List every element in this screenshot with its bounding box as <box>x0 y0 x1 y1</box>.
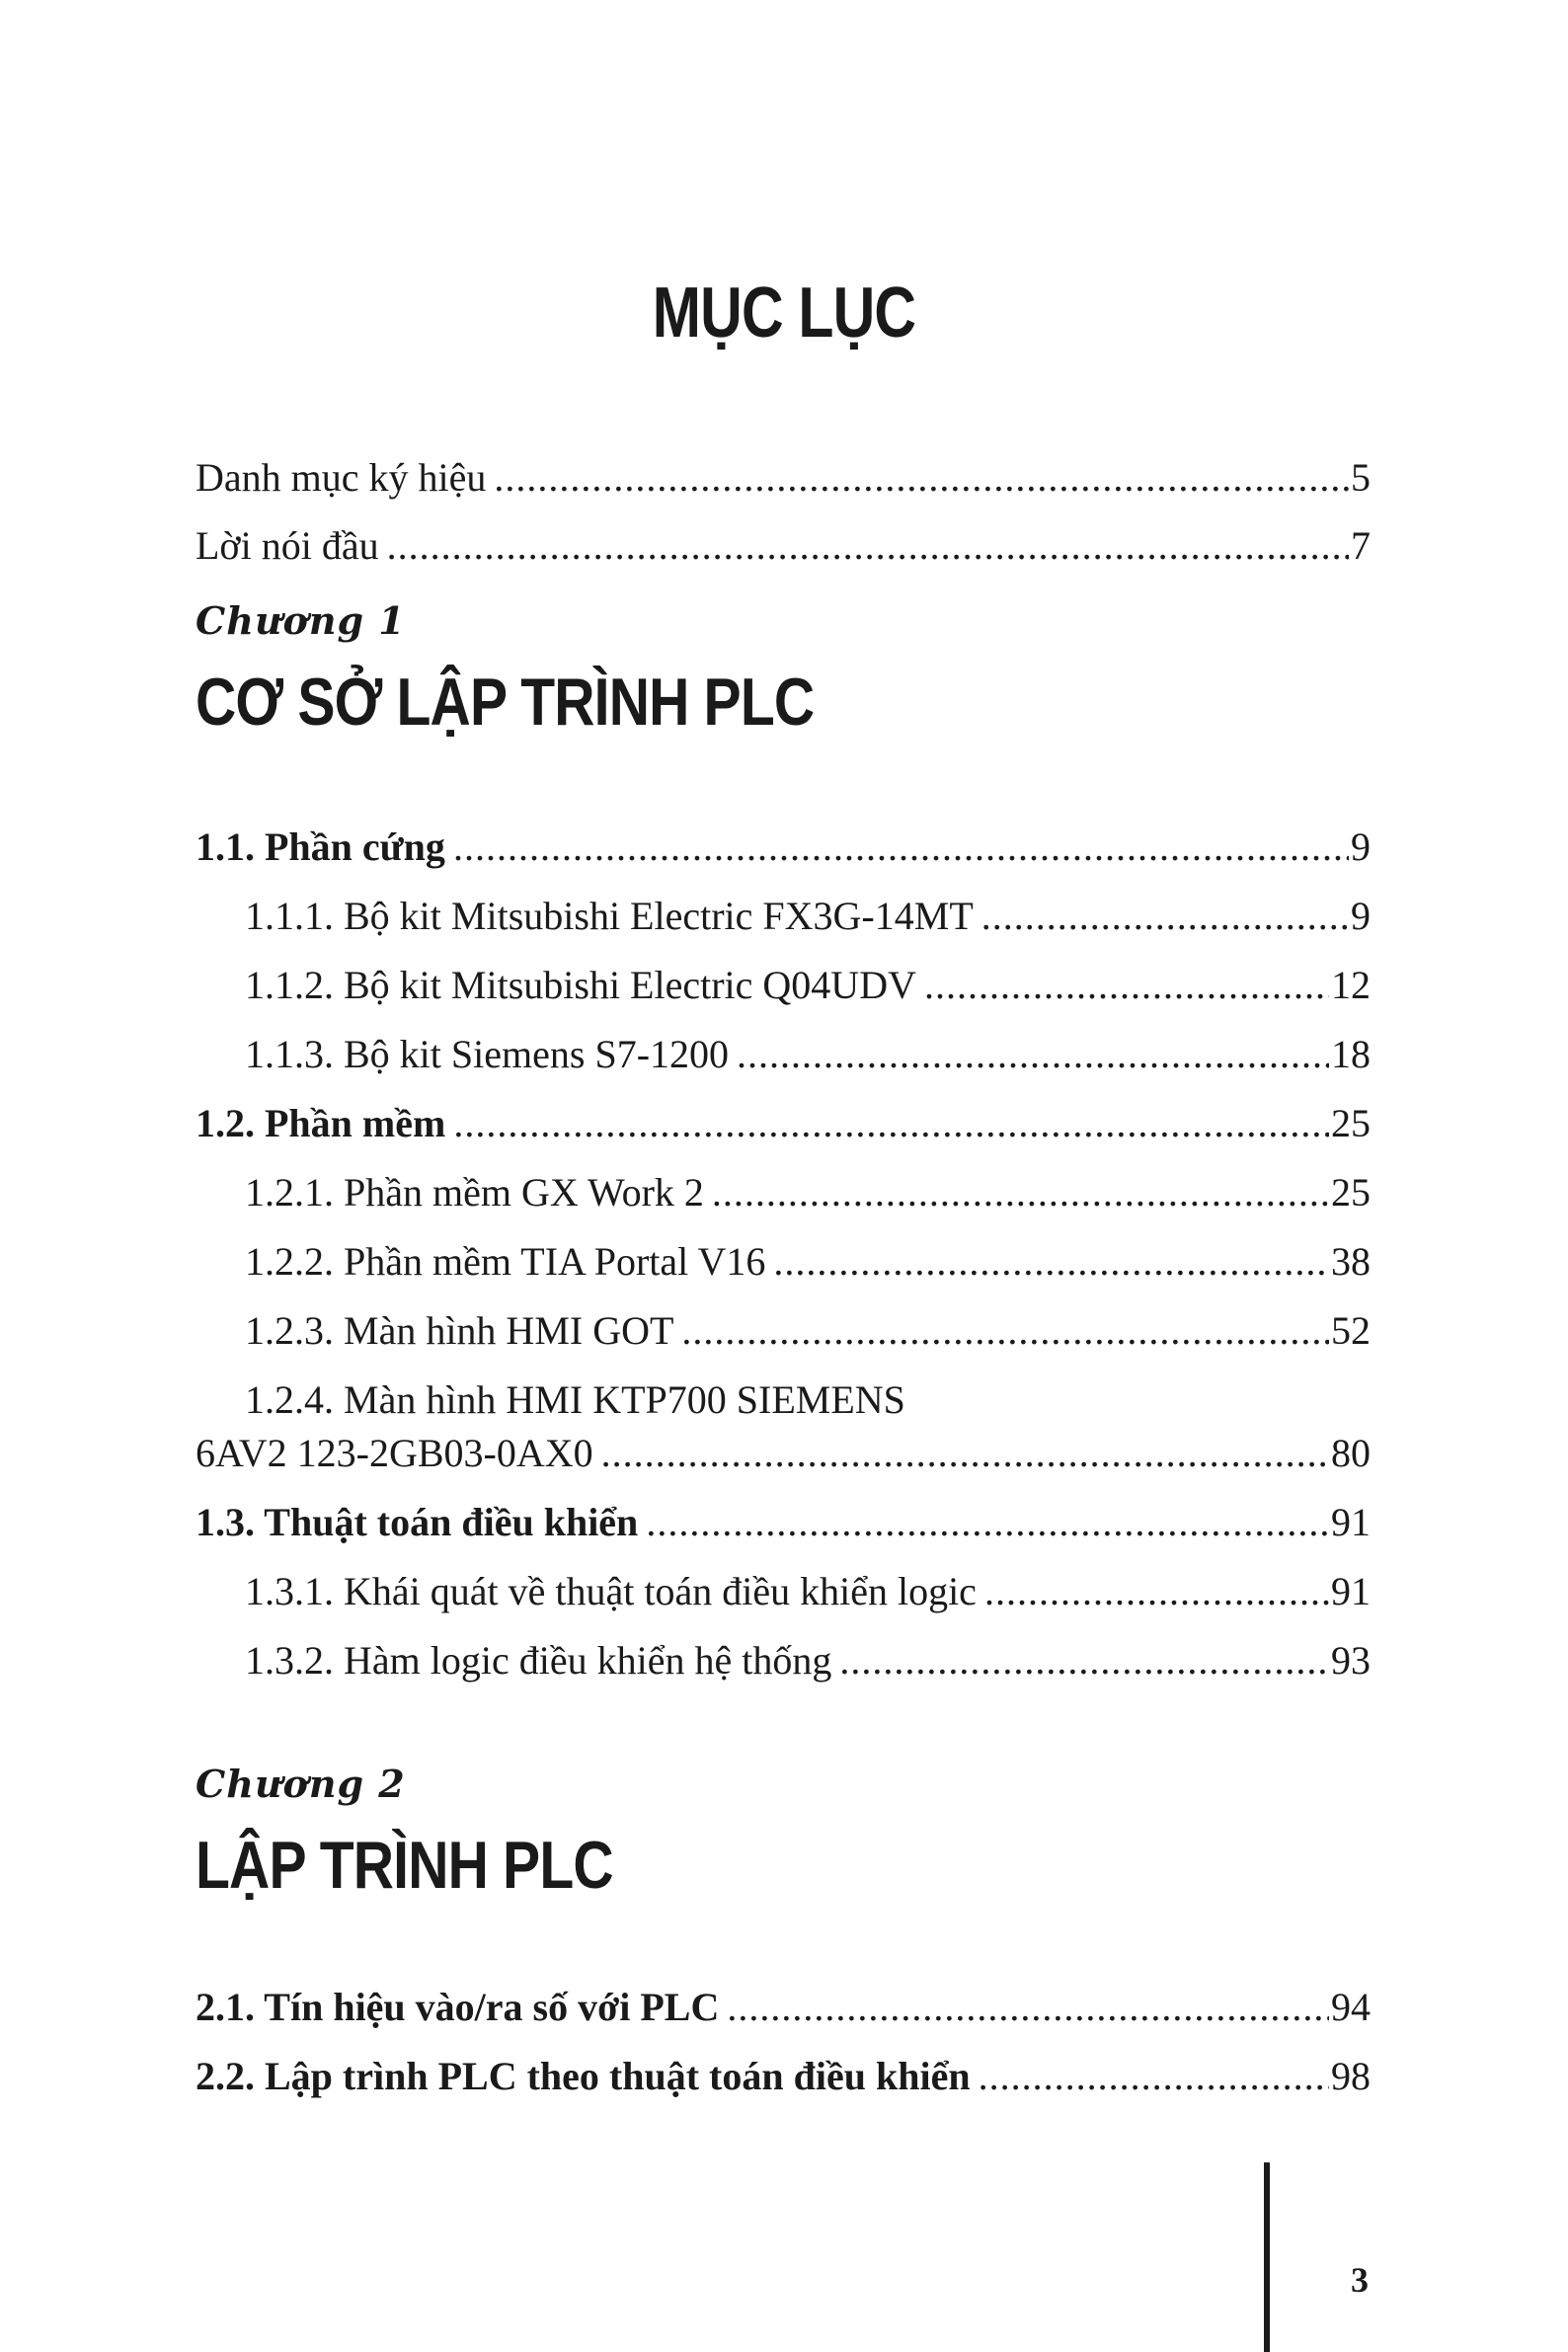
toc-entry-label: 1.3.1. Khái quát về thuật toán điều khiển logic <box>245 1569 977 1613</box>
dot-leader <box>773 1234 1329 1290</box>
toc-entry-label: 1.1.1. Bộ kit Mitsubishi Electric FX3G-14MT <box>245 894 974 938</box>
dot-leader <box>387 518 1349 574</box>
dot-leader <box>453 1096 1329 1151</box>
toc-entry-page: 9 <box>1351 894 1371 938</box>
chapter-2-label: Chương 2 <box>196 1762 406 1806</box>
dot-leader <box>924 958 1329 1013</box>
toc-entry-label: Lời nói đầu <box>196 523 379 568</box>
toc-entry-loi-noi-dau[interactable] <box>196 518 1371 574</box>
toc-entry-label: 6AV2 123-2GB03-0AX0 <box>196 1431 593 1475</box>
toc-entry-page: 91 <box>1331 1500 1371 1544</box>
toc-entry-label: 1.2. Phần mềm <box>196 1101 446 1145</box>
toc-subsection[interactable] <box>245 1234 1371 1290</box>
toc-entry-label: 2.1. Tín hiệu vào/ra số với PLC <box>196 1985 720 2029</box>
toc-entry-page: 98 <box>1331 2054 1371 2098</box>
toc-entry-label: 2.2. Lập trình PLC theo thuật toán điều khiển <box>196 2054 971 2098</box>
dot-leader <box>712 1165 1329 1220</box>
toc-entry-label: 1.1. Phần cứng <box>196 824 445 869</box>
toc-entry-label: 1.2.1. Phần mềm GX Work 2 <box>245 1170 704 1215</box>
toc-entry-page: 80 <box>1331 1431 1371 1475</box>
page-title: MỤC LỤC <box>652 274 916 353</box>
toc-entry-label: 1.2.3. Màn hình HMI GOT <box>245 1308 674 1353</box>
toc-section[interactable] <box>196 1980 1371 2035</box>
toc-entry-label: 1.1.2. Bộ kit Mitsubishi Electric Q04UDV <box>245 963 916 1007</box>
toc-section[interactable] <box>196 1096 1371 1151</box>
toc-subsection[interactable] <box>245 1165 1371 1220</box>
toc-section[interactable] <box>196 2049 1371 2104</box>
toc-entry-page: 18 <box>1331 1032 1371 1076</box>
toc-entry-page: 9 <box>1351 824 1371 869</box>
toc-subsection[interactable] <box>245 1633 1371 1688</box>
toc-subsection[interactable] <box>245 1303 1371 1359</box>
toc-subsection[interactable] <box>245 958 1371 1013</box>
toc-entry-page: 25 <box>1331 1170 1371 1215</box>
dot-leader <box>453 820 1349 875</box>
toc-entry-page: 25 <box>1331 1101 1371 1145</box>
toc-entry-label: Danh mục ký hiệu <box>196 455 487 500</box>
toc-section[interactable] <box>196 1495 1371 1550</box>
toc-subsection[interactable] <box>245 889 1371 944</box>
toc-entry-page: 94 <box>1331 1985 1371 2029</box>
toc-subsection[interactable] <box>196 1426 1371 1481</box>
toc-entry-label: 1.1.3. Bộ kit Siemens S7-1200 <box>245 1032 730 1076</box>
dot-leader <box>839 1633 1329 1688</box>
toc-entry-page: 52 <box>1331 1308 1371 1353</box>
chapter-1-title: CƠ SỞ LẬP TRÌNH PLC <box>196 665 815 740</box>
dot-leader <box>984 1564 1329 1619</box>
toc-entry-label: 1.3. Thuật toán điều khiển <box>196 1500 639 1544</box>
toc-entry-label: 1.3.2. Hàm logic điều khiển hệ thống <box>245 1638 832 1683</box>
dot-leader <box>601 1426 1329 1481</box>
chapter-1-label: Chương 1 <box>196 598 406 643</box>
dot-leader <box>727 1980 1329 2035</box>
toc-entry-page: 12 <box>1331 963 1371 1007</box>
dot-leader <box>681 1303 1329 1359</box>
toc-entry-page: 5 <box>1351 455 1371 500</box>
toc-entry-page: 7 <box>1351 523 1371 568</box>
chapter-2-title: LẬP TRÌNH PLC <box>196 1828 613 1903</box>
toc-entry-label: 1.2.2. Phần mềm TIA Portal V16 <box>245 1239 766 1284</box>
dot-leader <box>737 1027 1329 1082</box>
toc-entry-danh-muc[interactable] <box>196 450 1371 506</box>
dot-leader <box>981 889 1349 944</box>
toc-entry-page: 91 <box>1331 1569 1371 1613</box>
toc-entry-page: 93 <box>1331 1638 1371 1683</box>
dot-leader <box>979 2049 1329 2104</box>
dot-leader <box>646 1495 1329 1550</box>
toc-subsection-label-line1[interactable]: 1.2.4. Màn hình HMI KTP700 SIEMENS <box>245 1377 905 1422</box>
dot-leader <box>494 450 1349 506</box>
toc-subsection[interactable] <box>245 1027 1371 1082</box>
toc-section[interactable] <box>196 820 1371 875</box>
page-number: 3 <box>1351 2260 1369 2300</box>
toc-entry-page: 38 <box>1331 1239 1371 1284</box>
toc-subsection[interactable] <box>245 1564 1371 1619</box>
footer-rule <box>1264 2162 1270 2352</box>
